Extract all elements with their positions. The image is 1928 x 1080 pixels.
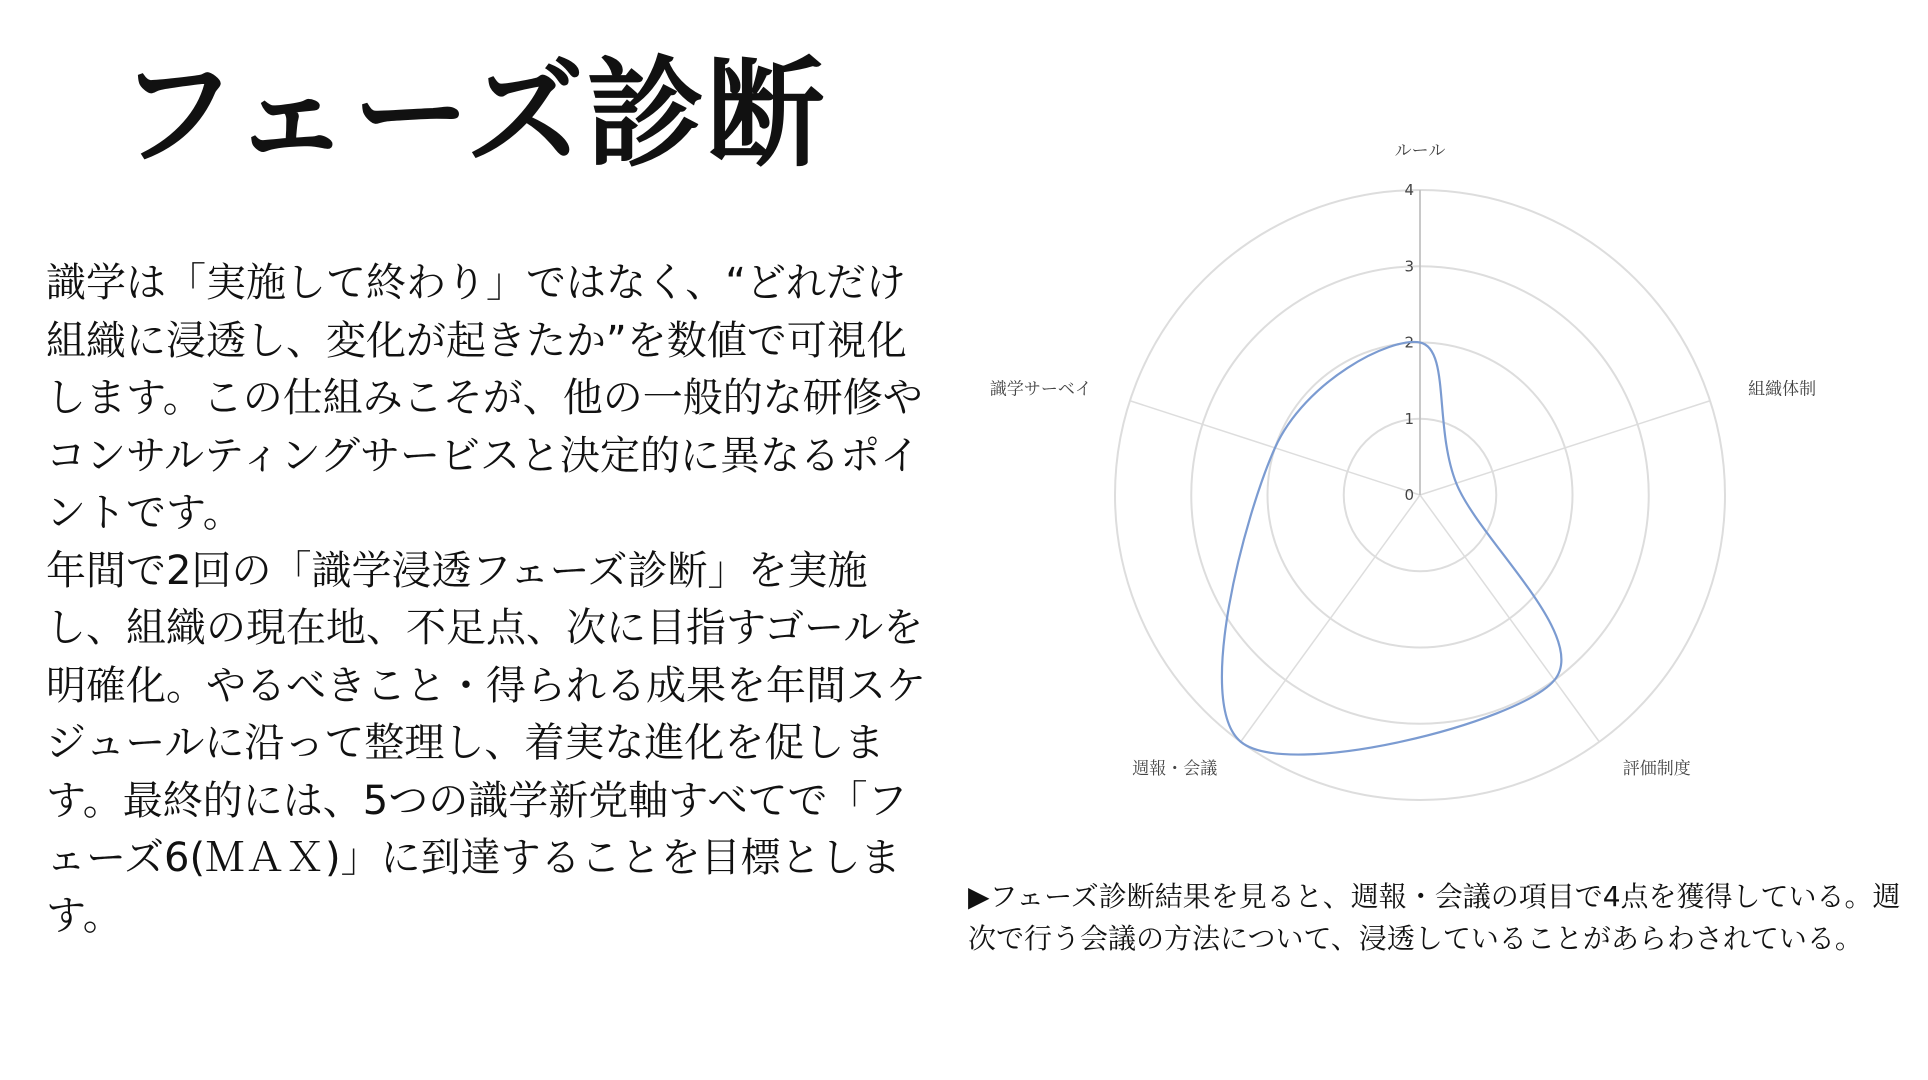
- tick-label-0: 0: [1404, 486, 1414, 504]
- body-text: [46, 255, 926, 945]
- radar-chart-svg: [989, 130, 1830, 830]
- series-line-1: [1222, 342, 1562, 755]
- caption-text: ▶フェーズ診断結果を見ると、週報・会議の項目で4点を獲得している。週次で行う会議の方法について、浸透していることがあらわされている。: [968, 880, 1901, 955]
- tick-label-3: 3: [1404, 257, 1414, 276]
- tick-label-2: 2: [1404, 333, 1414, 352]
- axis-label-2: 組織体制: [1748, 379, 1817, 400]
- axis-label-1: ルール: [1394, 141, 1446, 161]
- axis-spoke-2: [1420, 401, 1710, 495]
- body-paragraph-1: 識学は「実施して終わり」ではなく、“どれだけ組織に浸透し、変化が起きたか”を数値で可視化します。この仕組みこそが、他の一般的な研修やコンサルティングサービスと決定的に異なるポイントです。: [46, 260, 923, 536]
- radar-chart: [989, 130, 1830, 830]
- axis-label-3: 評価制度: [1622, 758, 1691, 779]
- body-paragraph-2: 年間で2回の「識学浸透フェーズ診断」を実施し、組織の現在地、不足点、次に目指すゴールを明確化。やるべきこと・得られる成果を年間スケジュールに沿って整理し、着実な進化を促します。最終的には、5つの識学新党軸すべてで「フェーズ6(ＭＡＸ)」に到達することを目標とします。: [46, 547, 926, 939]
- axis-label-4: 週報・会議: [1132, 758, 1218, 779]
- chart-caption: [968, 876, 1928, 960]
- page-title: フェーズ診断: [118, 45, 827, 183]
- axis-label-5: 識学サーベイ: [989, 379, 1092, 400]
- tick-label-1: 1: [1404, 409, 1414, 428]
- tick-label-4: 4: [1404, 181, 1414, 199]
